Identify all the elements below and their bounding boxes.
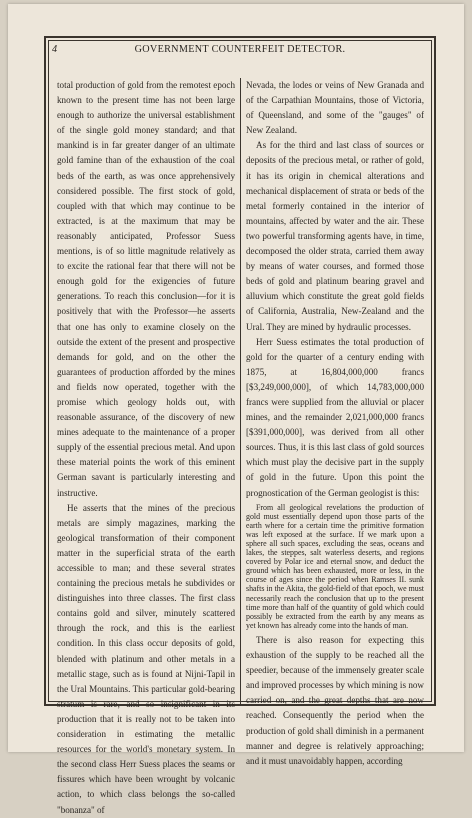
left-column [57, 78, 235, 815]
page-header [52, 44, 428, 58]
running-title: GOVERNMENT COUNTERFEIT DETECTOR. [134, 44, 346, 55]
right-column [246, 78, 424, 766]
block-quote: From all geological revelations the production of gold must essentially depend upon those parts of the earth where for a certain time the primitive formation was left exposed at the surface. If we mark upon a sphere all such spaces, excluding the seas, oceans and lakes, the steppes, salt waterless deserts, and regions covered by Polar ice and eternal snow, and deduct the ground which has been exhausted, more or less, in the course of ages since the period when Ramses II. sunk shafts in the Akita, the gold-field of that epoch, we must necessarily reach the conclusion that up to the present time more than half of the quantity of gold which could possibly be extracted from the earth by any means as yet known has already come into the hands of man. [246, 502, 424, 630]
column-divider [240, 78, 241, 706]
paragraph: Herr Suess estimates the total production of gold for the quarter of a century ending with 1875, at 16,804,000,000 francs [$3,249,000,000], of which 14,783,000,000 francs were supplied from the alluvial or placer mines, and the remainder 2,021,000,000 francs [$391,000,000], was derived from all other sources. Thus, it is this last class of gold sources which must play the decisive part in the supply of gold in the future. Upon this point the prognostication of the German geologist is this: [246, 336, 424, 498]
paragraph: He asserts that the mines of the precious metals are simply magazines, marking the geological transformation of their component matter in the superficial strata of the earth accessible to man; and these several strates containing the precious metals he subdivides or distinguishes into three classes. The first class contains gold and silver, minutely scattered through the rock, and this is the earliest condition. In this class occur deposits of gold, blended with platinum and other metals in a metallic stage, such as is found at Nijni-Tapil in the Ural Mountains. This particular gold-bearing stratum is rare, and so insignificant in its production that it is really not to be taken into consideration in estimating the metallic resources for the world's monetary system. In the second class Herr Suess places the seams or fissures which have been wrought by volcanic action, to which class belongs the so-called "bonanza" of [57, 502, 235, 815]
page-number: 4 [52, 44, 58, 55]
document-page [8, 4, 464, 815]
paragraph: There is also reason for expecting this exhaustion of the supply to be reached all the speedier, because of the immensely greater scale and improved processes by which mining is now carried on, and the great depths that are now reached. Consequently the period when the production of gold shall diminish in a permanent manner and degree is relatively approaching; and it must unavoidably happen, according [246, 634, 424, 766]
paragraph: Nevada, the lodes or veins of New Granada and of the Carpathian Mountains, those of Victoria, of Queensland, and some of the "gauges" of New Zealand. [246, 80, 424, 136]
paragraph: As for the third and last class of sources or deposits of the precious metal, or rather of gold, it has its origin in chemical alterations and mechanical displacement of strata or beds of the metal formerly contained in the interior of mountains, affected by water and the air. These two powerful transforming agents have, in time, decomposed the older strata, carried them away by means of water courses, and formed those beds of gold and platinum bearing gravel and alluvium which constitute the great gold fields of California, Australia, New-Zealand and the Ural. They are mined by hydraulic processes. [246, 140, 424, 332]
page-border [44, 36, 436, 815]
paragraph: total production of gold from the remotest epoch known to the present time has not been large enough to authorize the universal establishment of the single gold money standard; and that mankind is in far greater danger of an ultimate gold famine than of the exhaustion of the coal beds of the earth, as was once apprehensively considered possible. The first stock of gold, coupled with that which may continue to be extracted, is at the maximum that may be reasonably anticipated, Professor Suess mentions, is of so little magnitude relatively as to excite the rational fear that there will not be enough gold for the exigencies of future generations. To reach this conclusion—for it is positively that with the Professor—he asserts that one has only to examine closely on the outside the extent of the present and prospective demands for gold, and on the other the guarantees of production afforded by the mines and fields now operated, together with the promise which geology holds out, with reasonable assurance, of the discovery of new mines adequate to the maintenance of a proper supply of the essential precious metal. And upon these material points the work of this eminent German savant is particularly interesting and instructive. [57, 80, 235, 498]
